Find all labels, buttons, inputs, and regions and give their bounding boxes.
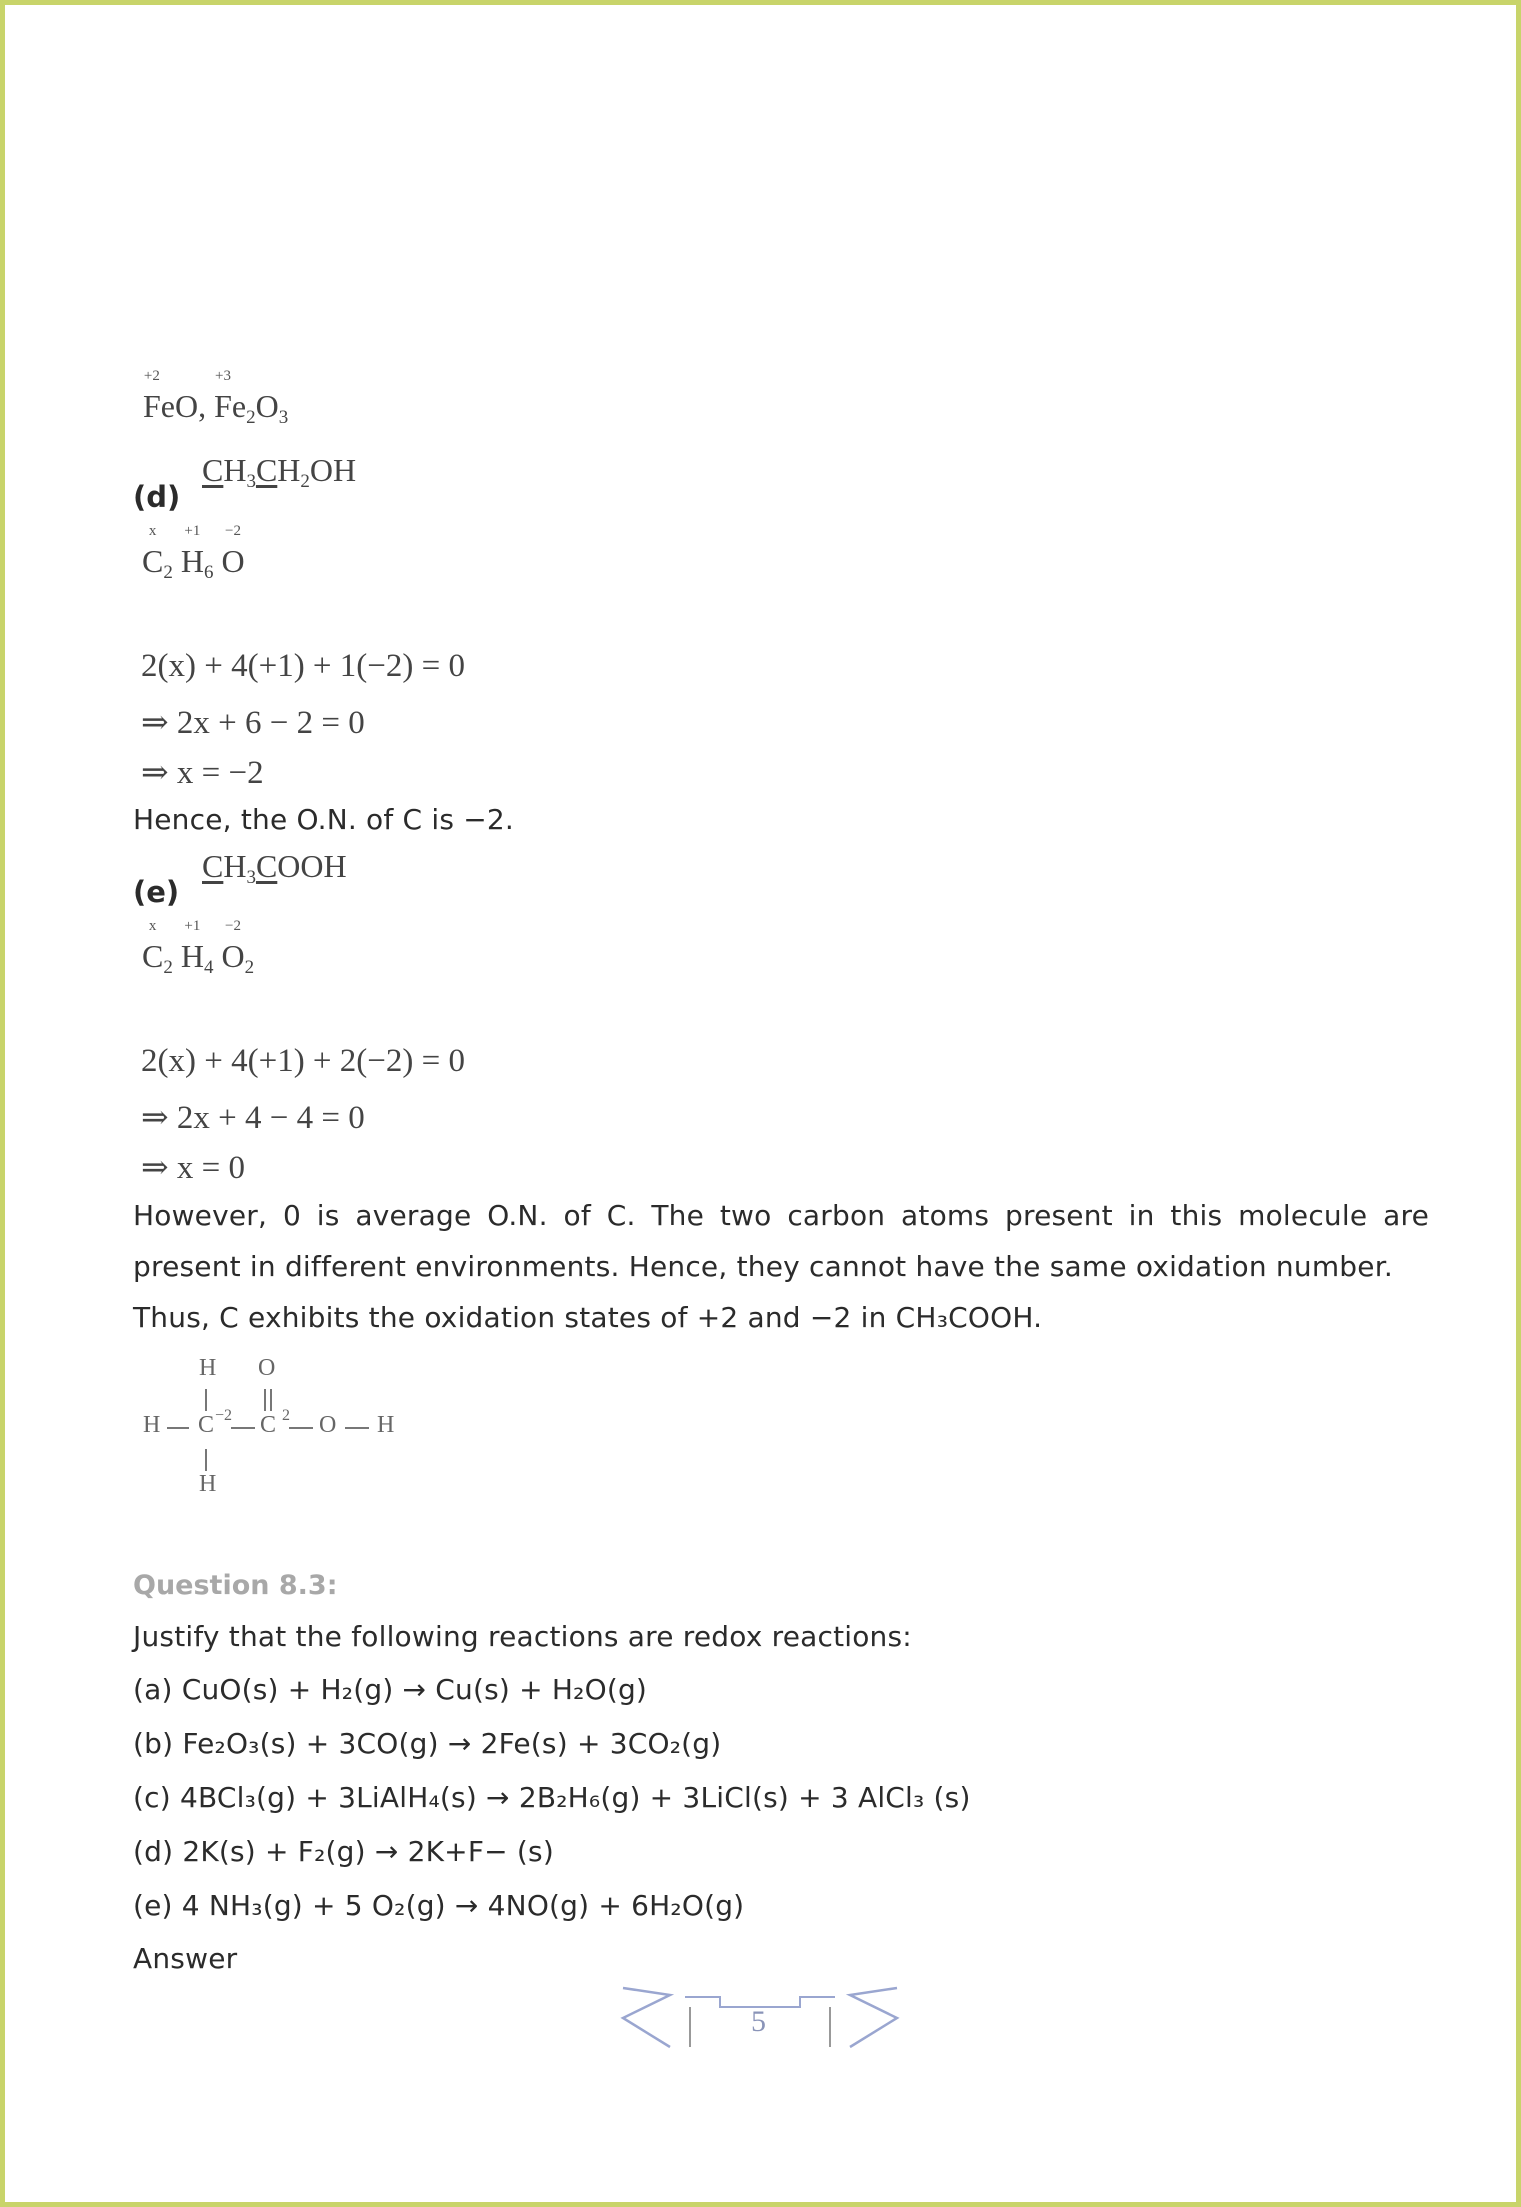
part-e-compound: $CH_3COOH$ — [202, 848, 347, 888]
bond-double-2 — [270, 1389, 272, 1411]
bond-c2-o — [289, 1427, 313, 1429]
bond-double-1 — [264, 1389, 266, 1411]
part-e-molecular-formula: x $C_2$ +1 $H_4$ −2 $O_2$ — [142, 918, 255, 978]
question-prompt: Justify that the following reactions are redox reactions: — [133, 1620, 912, 1653]
part-d-compound: $CH_3CH_2OH$ — [202, 452, 357, 492]
part-d-equation-3: ⇒ x = −2 — [141, 755, 264, 791]
structure-c1: C — [198, 1412, 215, 1438]
part-e-explanation — [133, 1190, 1429, 1343]
fe-feo: +2 F — [143, 368, 161, 424]
part-d-equation-1: 2(x) + 4(+1) + 1(−2) = 0 — [141, 648, 465, 684]
bond-c1-top-h — [205, 1389, 207, 1411]
reaction-b: (b) Fe₂O₃(s) + 3CO(g) → 2Fe(s) + 3CO₂(g) — [133, 1727, 722, 1760]
structure-c2-ox: 2 — [282, 1407, 290, 1424]
part-e-equation-2: ⇒ 2x + 4 − 4 = 0 — [141, 1100, 365, 1136]
answer-label: Answer — [133, 1942, 238, 1975]
bond-c1-c2 — [231, 1427, 255, 1429]
part-d-molecular-formula: x $C_2$ +1 $H_6$ −2 O — [142, 523, 245, 583]
structure-right-h: H — [377, 1412, 395, 1438]
part-e-label: (e) — [133, 875, 180, 909]
reaction-c: (c) 4BCl₃(g) + 3LiAlH₄(s) → 2B₂H₆(g) + 3LiCl(s) + 3 AlCl₃ (s) — [133, 1781, 971, 1814]
fe-fe2o3: +3 F — [214, 368, 232, 424]
bond-c1-bottom-h — [205, 1449, 207, 1471]
explanation-line-2: present in different environments. Hence, they cannot have the same oxidation number. — [133, 1250, 1393, 1283]
part-d-equation-2: ⇒ 2x + 6 − 2 = 0 — [141, 705, 365, 741]
structure-left-h: H — [143, 1412, 161, 1438]
part-d-label: (d) — [133, 480, 181, 514]
structure-top-h: H — [199, 1355, 217, 1381]
structure-o: O — [319, 1412, 337, 1438]
part-e-equation-3: ⇒ x = 0 — [141, 1150, 246, 1186]
page-number: 5 — [751, 2005, 766, 2038]
structure-top-o: O — [258, 1355, 276, 1381]
explanation-line-3: Thus, C exhibits the oxidation states of +2 and −2 in CH₃COOH. — [133, 1301, 1043, 1334]
structure-c2: C — [260, 1412, 277, 1438]
bond-o-h — [345, 1427, 369, 1429]
reaction-d: (d) 2K(s) + F₂(g) → 2K+F− (s) — [133, 1835, 554, 1868]
acetic-acid-structure — [135, 1355, 415, 1505]
reaction-e: (e) 4 NH₃(g) + 5 O₂(g) → 4NO(g) + 6H₂O(g) — [133, 1889, 745, 1922]
bond-h-c1 — [167, 1427, 189, 1429]
structure-bottom-h: H — [199, 1471, 217, 1497]
part-d-conclusion: Hence, the O.N. of C is −2. — [133, 803, 515, 836]
page-number-ornament — [615, 1985, 905, 2050]
explanation-line-1: However, 0 is average O.N. of C. The two carbon atoms present in this molecule are — [133, 1199, 1429, 1232]
question-title: Question 8.3: — [133, 1570, 338, 1601]
reaction-a: (a) CuO(s) + H₂(g) → Cu(s) + H₂O(g) — [133, 1673, 648, 1706]
iron-oxides-formula: +2 FeO, +3 $Fe_2O_3$ — [143, 368, 289, 428]
structure-c1-ox: −2 — [215, 1407, 233, 1424]
part-e-equation-1: 2(x) + 4(+1) + 2(−2) = 0 — [141, 1043, 465, 1079]
